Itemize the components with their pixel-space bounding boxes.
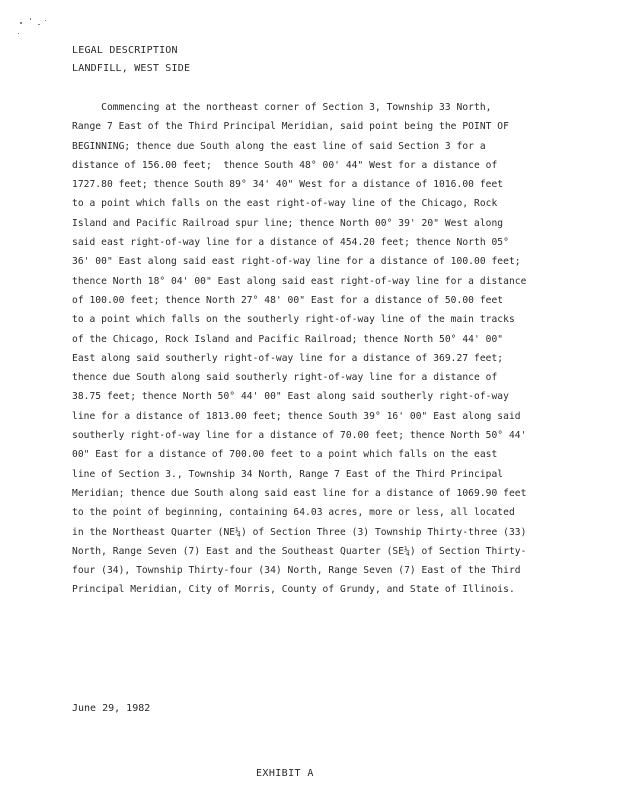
body-line: of the Chicago, Rock Island and Pacific Railroad; thence North 50° 44' 00" <box>72 333 504 345</box>
body-line: distance of 156.00 feet; thence South 48° 00' 44" West for a distance of <box>72 159 498 171</box>
body-line: Commencing at the northeast corner of Section 3, Township 33 North, <box>72 102 492 113</box>
body-line: North, Range Seven (7) East and the Southeast Quarter (SE¼) of Section Thirty- <box>72 545 527 557</box>
body-line: Island and Pacific Railroad spur line; thence North 00° 39' 20" West along <box>72 217 504 229</box>
body-line: said east right-of-way line for a distance of 454.20 feet; thence North 05° <box>72 237 509 249</box>
body-line: line for a distance of 1813.00 feet; thence South 39° 16' 00" East along said <box>72 410 521 422</box>
body-line: line of Section 3., Township 34 North, Range 7 East of the Third Principal <box>72 468 504 480</box>
body-line: thence due South along said southerly right-of-way line for a distance of <box>72 372 498 384</box>
body-line: BEGINNING; thence due South along the east line of said Section 3 for a <box>72 140 486 152</box>
scan-speck <box>45 20 46 21</box>
body-line: to a point which falls on the southerly right-of-way line of the main tracks <box>72 314 515 326</box>
body-line: Principal Meridian, City of Morris, County of Grundy, and State of Illinois. <box>72 584 515 596</box>
scan-speck <box>18 33 19 34</box>
scan-speck <box>30 18 31 20</box>
body-line: thence North 18° 04' 00" East along said east right-of-way line for a distance <box>72 275 527 287</box>
document-subheading: LANDFILL, WEST SIDE <box>72 63 191 74</box>
body-line: 00" East for a distance of 700.00 feet to a point which falls on the east <box>72 449 498 461</box>
body-line: in the Northeast Quarter (NE¼) of Section Three (3) Township Thirty-three (33) <box>72 526 527 538</box>
document-heading: LEGAL DESCRIPTION <box>72 45 178 56</box>
legal-description-body <box>72 98 542 600</box>
body-line: East along said southerly right-of-way line for a distance of 369.27 feet; <box>72 352 504 364</box>
body-line: southerly right-of-way line for a distance of 70.00 feet; thence North 50° 44' <box>72 430 527 442</box>
body-line: to a point which falls on the east right-of-way line of the Chicago, Rock <box>72 198 498 210</box>
body-line: 38.75 feet; thence North 50° 44' 00" East along said southerly right-of-way <box>72 391 509 403</box>
body-line: of 100.00 feet; thence North 27° 48' 00" East for a distance of 50.00 feet <box>72 294 504 306</box>
body-line: 36' 00" East along said east right-of-way line for a distance of 100.00 feet; <box>72 256 521 268</box>
body-line: four (34), Township Thirty-four (34) North, Range Seven (7) East of the Third <box>72 565 521 577</box>
body-line: Range 7 East of the Third Principal Meridian, said point being the POINT OF <box>72 121 509 133</box>
body-line: 1727.80 feet; thence South 89° 34' 40" West for a distance of 1016.00 feet <box>72 179 504 191</box>
exhibit-label: EXHIBIT A <box>256 768 314 779</box>
document-date: June 29, 1982 <box>72 703 151 714</box>
scan-speck <box>38 24 40 25</box>
body-line: Meridian; thence due South along said east line for a distance of 1069.90 feet <box>72 487 527 499</box>
scan-speck <box>20 22 22 24</box>
body-line: to the point of beginning, containing 64.03 acres, more or less, all located <box>72 507 515 519</box>
